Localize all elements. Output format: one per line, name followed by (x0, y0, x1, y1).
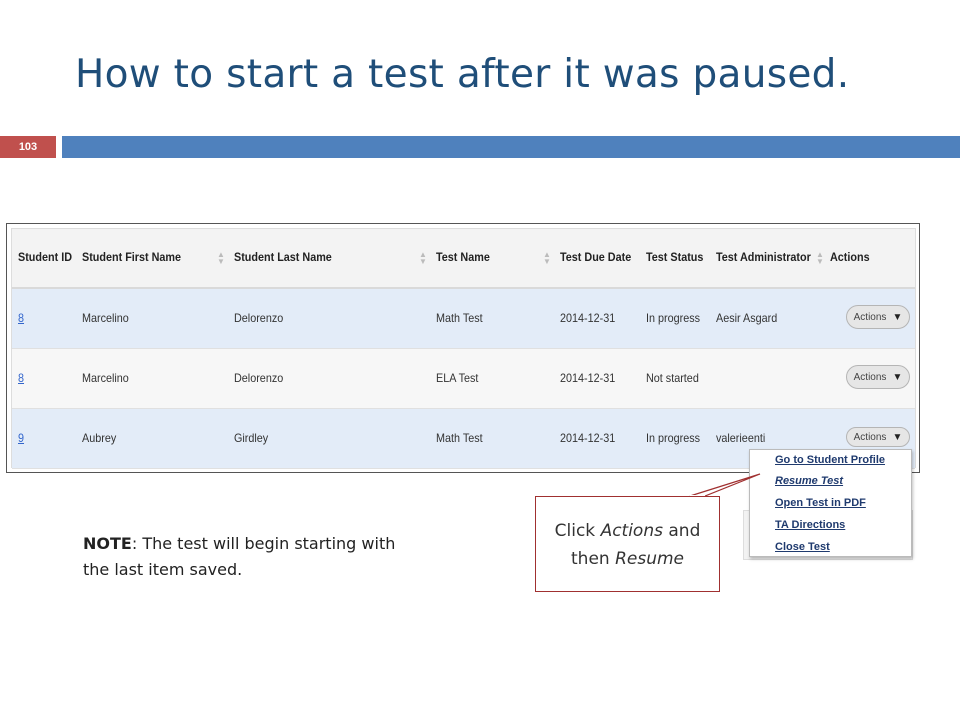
note-label: NOTE (83, 534, 132, 553)
instruction-callout (535, 496, 720, 592)
slide-title: How to start a test after it was paused. (75, 52, 850, 97)
admin-cell: valerieenti (716, 431, 766, 445)
test-name-cell: ELA Test (436, 371, 479, 385)
last-name-cell: Girdley (234, 431, 269, 445)
first-name-cell: Aubrey (82, 431, 117, 445)
header-first-name[interactable]: Student First Name (82, 250, 182, 264)
sort-arrows-icon[interactable]: ▲ ▼ (217, 250, 225, 266)
note-body: : The test will begin starting with the last item saved. (83, 534, 396, 579)
actions-button-label: Actions (853, 311, 887, 323)
first-name-cell: Marcelino (82, 311, 129, 325)
callout-line1-prefix: Click (554, 521, 601, 541)
caret-down-icon: ▼ (892, 311, 903, 323)
header-due-date[interactable]: Test Due Date (560, 250, 632, 264)
student-id-link[interactable]: 8 (18, 311, 25, 325)
menu-item-open-pdf[interactable]: Open Test in PDF (775, 497, 866, 509)
page-number-badge: 103 (0, 136, 56, 158)
status-cell: Not started (646, 371, 699, 385)
sort-arrows-icon[interactable]: ▲ ▼ (543, 250, 551, 266)
header-student-id[interactable]: Student ID (18, 250, 72, 264)
test-name-cell: Math Test (436, 431, 483, 445)
last-name-cell: Delorenzo (234, 311, 284, 325)
actions-button-label: Actions (853, 431, 887, 443)
menu-item-student-profile[interactable]: Go to Student Profile (775, 454, 885, 466)
header-test-name[interactable]: Test Name (436, 250, 490, 264)
header-test-status[interactable]: Test Status (646, 250, 704, 264)
status-cell: In progress (646, 431, 701, 445)
sort-arrows-icon[interactable]: ▲ ▼ (419, 250, 427, 266)
due-date-cell: 2014-12-31 (560, 311, 616, 325)
header-last-name[interactable]: Student Last Name (234, 250, 332, 264)
test-name-cell: Math Test (436, 311, 483, 325)
callout-resume-word: Resume (615, 549, 684, 569)
caret-down-icon: ▼ (892, 371, 903, 383)
callout-line1-suffix: and (662, 521, 701, 541)
due-date-cell: 2014-12-31 (560, 371, 616, 385)
due-date-cell: 2014-12-31 (560, 431, 616, 445)
student-id-link[interactable]: 8 (18, 371, 25, 385)
sort-arrows-icon[interactable]: ▲ ▼ (816, 250, 824, 266)
header-test-admin[interactable]: Test Administrator (716, 250, 811, 264)
menu-item-resume-test[interactable]: Resume Test (775, 475, 844, 487)
header-actions: Actions (830, 250, 870, 264)
callout-actions-word: Actions (600, 521, 663, 541)
actions-button-label: Actions (853, 371, 887, 383)
menu-item-ta-directions[interactable]: TA Directions (775, 519, 846, 531)
status-cell: In progress (646, 311, 701, 325)
last-name-cell: Delorenzo (234, 371, 284, 385)
caret-down-icon: ▼ (892, 431, 903, 443)
admin-cell: Aesir Asgard (716, 311, 778, 325)
callout-line2-prefix: then (571, 549, 616, 569)
first-name-cell: Marcelino (82, 371, 129, 385)
note-text (83, 531, 413, 583)
student-id-link[interactable]: 9 (18, 431, 25, 445)
menu-item-close-test[interactable]: Close Test (775, 541, 830, 553)
